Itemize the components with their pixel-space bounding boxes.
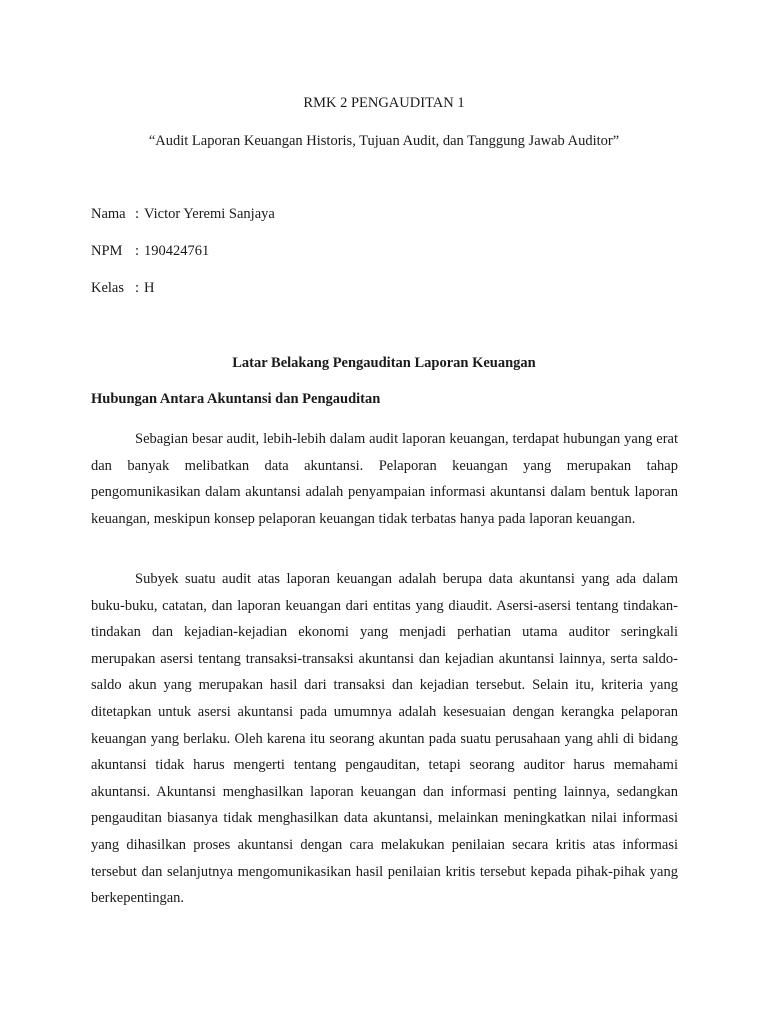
class-value: H bbox=[144, 280, 155, 296]
identity-class-row bbox=[91, 278, 154, 298]
sub-heading: Hubungan Antara Akuntansi dan Pengauditan bbox=[91, 391, 381, 407]
class-label: Kelas bbox=[91, 280, 125, 296]
document-subtitle: “Audit Laporan Keuangan Historis, Tujuan Audit, dan Tanggung Jawab Auditor” bbox=[148, 133, 620, 149]
paragraph: Sebagian besar audit, lebih-lebih dalam audit laporan keuangan, terdapat hubungan yang erat dan banyak melibatkan data akuntansi. Pelaporan keuangan yang merupakan tahap pengomunikasikan dalam akuntansi adalah penyampaian informasi akuntansi dalam bentuk laporan keuangan, meskipun konsep pelaporan keuangan tidak terbatas hanya pada laporan keuangan. bbox=[91, 431, 678, 527]
npm-label: NPM bbox=[91, 243, 123, 259]
document-title: RMK 2 PENGAUDITAN 1 bbox=[303, 95, 465, 111]
npm-separator: : bbox=[135, 243, 140, 259]
name-value: Victor Yeremi Sanjaya bbox=[144, 206, 275, 222]
paragraph: Subyek suatu audit atas laporan keuangan adalah berupa data akuntansi yang ada dalam buku-buku, catatan, dan laporan keuangan dari entitas yang diaudit. Asersi-asersi tentang tindakan-tindakan dan kejadian-kejadian ekonomi yang menjadi perhatian utama auditor seringkali merupakan asersi tentang transaksi-transaksi akuntansi dan kejadian akuntansi lainnya, serta saldo-saldo akun yang merupakan hasil dari transaksi dan kejadian tersebut. Selain itu, kriteria yang ditetapkan untuk asersi akuntansi pada umumnya adalah kesesuaian dengan kerangka pelaporan keuangan yang berlaku. Oleh karena itu seorang akuntan pada suatu perusahaan yang ahli di bidang akuntansi tidak harus mengerti tentang pengauditan, tetapi seorang auditor harus memahami akuntansi. Akuntansi menghasilkan laporan keuangan dan informasi penting lainnya, sedangkan pengauditan biasanya tidak menghasilkan data akuntansi, melainkan meningkatkan nilai informasi yang dihasilkan proses akuntansi dengan cara melakukan penilaian secara kritis atas informasi tersebut dan selanjutnya mengomunikasikan hasil penilaian kritis tersebut kepada pihak-pihak yang berkepentingan. bbox=[91, 571, 678, 907]
name-label: Nama bbox=[91, 206, 126, 222]
class-separator: : bbox=[135, 280, 140, 296]
npm-value: 190424761 bbox=[144, 243, 210, 259]
section-heading: Latar Belakang Pengauditan Laporan Keuangan bbox=[232, 355, 536, 371]
name-separator: : bbox=[135, 206, 140, 222]
identity-npm-row bbox=[91, 241, 209, 261]
identity-name-row bbox=[91, 204, 275, 224]
